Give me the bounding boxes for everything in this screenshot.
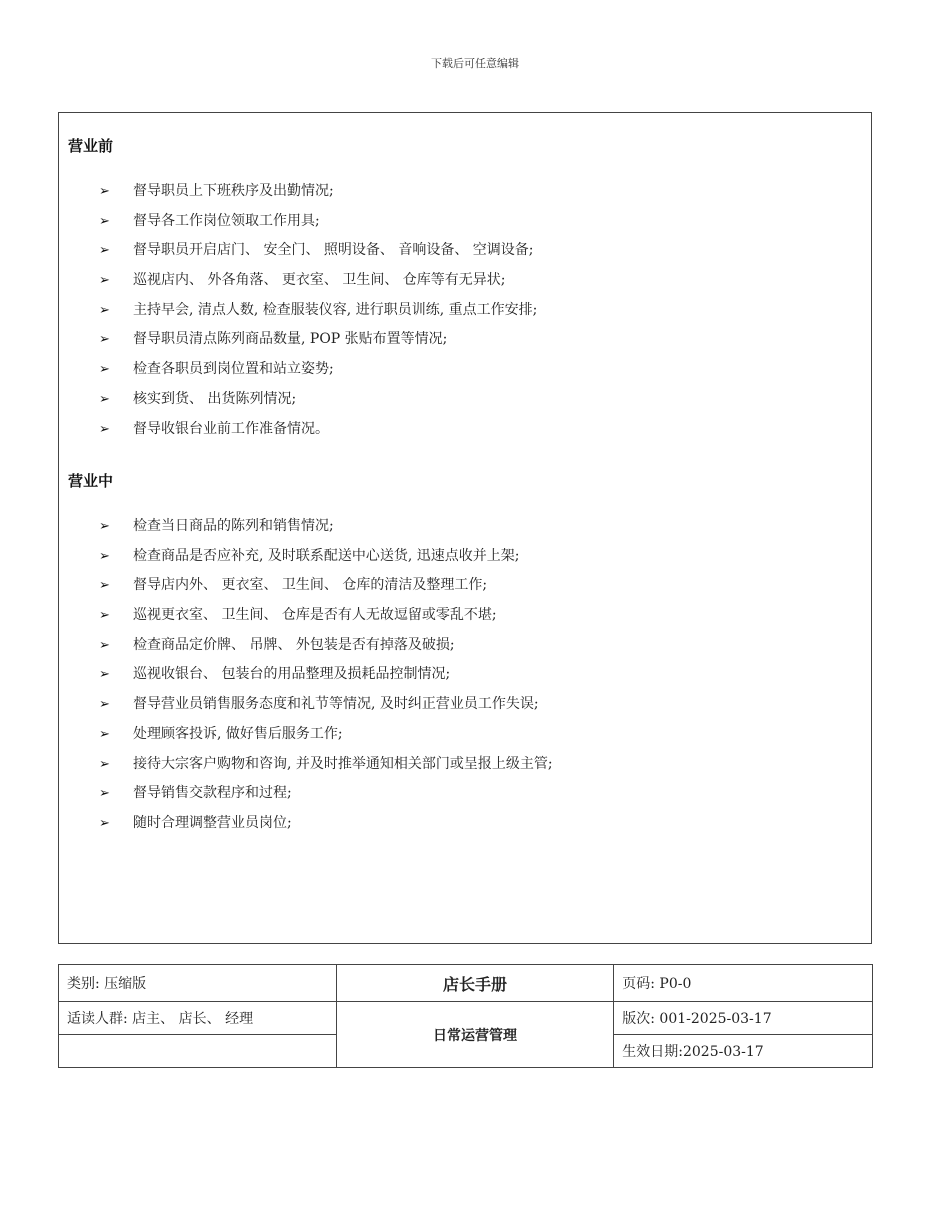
arrow-bullet-icon: ➢: [99, 273, 110, 289]
arrow-bullet-icon: ➢: [99, 362, 110, 378]
arrow-bullet-icon: ➢: [99, 815, 110, 831]
list-item: ➢ 督导职员上下班秩序及出勤情况;: [99, 177, 537, 207]
arrow-bullet-icon: ➢: [99, 391, 110, 407]
header-note: 下载后可任意编辑: [431, 57, 519, 70]
list-item: ➢ 核实到货、 出货陈列情况;: [99, 385, 537, 415]
list-item: ➢ 检查各职员到岗位置和站立姿势;: [99, 355, 537, 385]
arrow-bullet-icon: ➢: [99, 548, 110, 564]
arrow-bullet-icon: ➢: [99, 578, 110, 594]
arrow-bullet-icon: ➢: [99, 213, 110, 229]
list-item: ➢ 督导收银台业前工作准备情况。: [99, 415, 537, 445]
audience-cell: 适读人群: 店主、 店长、 经理: [59, 1002, 337, 1035]
page-code-cell: 页码: P0-0: [614, 965, 873, 1002]
before-opening-list: [99, 177, 537, 444]
list-item: ➢ 督导职员开启店门、 安全门、 照明设备、 音响设备、 空调设备;: [99, 236, 537, 266]
list-item: ➢ 随时合理调整营业员岗位;: [99, 809, 553, 839]
arrow-bullet-icon: ➢: [99, 667, 110, 683]
arrow-bullet-icon: ➢: [99, 184, 110, 199]
section-title-before-opening: 营业前: [68, 137, 114, 155]
arrow-bullet-icon: ➢: [99, 421, 110, 437]
section-title-cell: 日常运营管理: [336, 1002, 614, 1068]
arrow-bullet-icon: ➢: [99, 302, 110, 318]
list-item: ➢ 巡视店内、 外各角落、 更衣室、 卫生间、 仓库等有无异状;: [99, 266, 537, 296]
list-item: ➢ 督导职员清点陈列商品数量, POP 张贴布置等情况;: [99, 325, 537, 355]
list-item: ➢ 督导各工作岗位领取工作用具;: [99, 207, 537, 237]
version-cell: 版次: 001-2025-03-17: [614, 1002, 873, 1035]
manual-title-cell: 店长手册: [336, 965, 614, 1002]
list-item: ➢ 检查当日商品的陈列和销售情况;: [99, 512, 553, 542]
list-item: ➢ 巡视收银台、 包装台的用品整理及损耗品控制情况;: [99, 660, 553, 690]
section-title-during-business: 营业中: [68, 472, 114, 490]
list-item: ➢ 检查商品定价牌、 吊牌、 外包装是否有掉落及破损;: [99, 631, 553, 661]
list-item: ➢ 督导销售交款程序和过程;: [99, 779, 553, 809]
arrow-bullet-icon: ➢: [99, 243, 110, 259]
list-item: ➢ 督导营业员销售服务态度和礼节等情况, 及时纠正营业员工作失误;: [99, 690, 553, 720]
content-box: [58, 112, 872, 944]
list-item: ➢ 督导店内外、 更衣室、 卫生间、 仓库的清洁及整理工作;: [99, 571, 553, 601]
during-business-list: [99, 512, 553, 839]
category-cell: 类别: 压缩版: [59, 965, 337, 1002]
arrow-bullet-icon: ➢: [99, 786, 110, 802]
list-item: ➢ 巡视更衣室、 卫生间、 仓库是否有人无故逗留或零乱不堪;: [99, 601, 553, 631]
list-item: ➢ 处理顾客投诉, 做好售后服务工作;: [99, 720, 553, 750]
arrow-bullet-icon: ➢: [99, 332, 110, 348]
effective-date-cell: 生效日期:2025-03-17: [614, 1035, 873, 1068]
arrow-bullet-icon: ➢: [99, 726, 110, 742]
list-item: ➢ 接待大宗客户购物和咨询, 并及时推举通知相关部门或呈报上级主管;: [99, 750, 553, 780]
arrow-bullet-icon: ➢: [99, 608, 110, 624]
arrow-bullet-icon: ➢: [99, 756, 110, 772]
arrow-bullet-icon: ➢: [99, 519, 110, 534]
document-info-table: [58, 964, 873, 1068]
arrow-bullet-icon: ➢: [99, 637, 110, 653]
arrow-bullet-icon: ➢: [99, 697, 110, 713]
list-item: ➢ 检查商品是否应补充, 及时联系配送中心送货, 迅速点收并上架;: [99, 542, 553, 572]
empty-cell: [59, 1035, 337, 1068]
list-item: ➢ 主持早会, 清点人数, 检查服装仪容, 进行职员训练, 重点工作安排;: [99, 296, 537, 326]
